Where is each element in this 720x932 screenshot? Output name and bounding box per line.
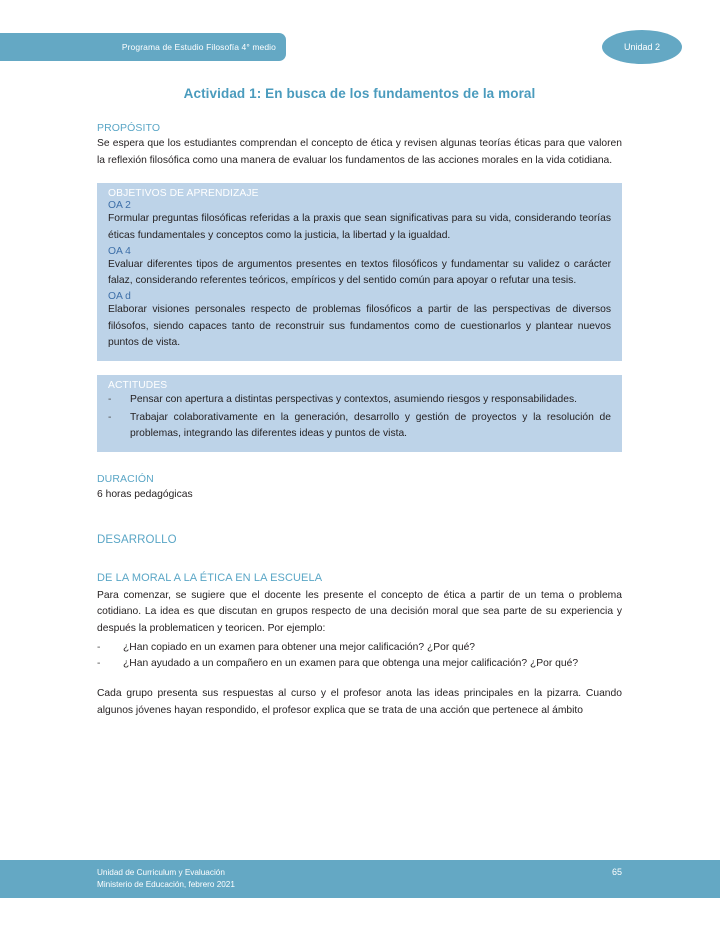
desarrollo-paragraph-2: Cada grupo presenta sus respuestas al curso y el profesor anota las ideas principales en la pizarra. Cuando algunos jóvenes hayan respondido, el profesor explica que se trata de una acción que pertenece al ámbito <box>97 688 622 716</box>
page-footer <box>0 860 720 898</box>
list-item <box>97 640 622 657</box>
dash-bullet-icon: - <box>97 658 101 670</box>
footer-org <box>97 867 235 892</box>
list-item <box>108 392 611 409</box>
actitudes-box-header: ACTITUDES <box>108 380 168 392</box>
page-number: 65 <box>611 867 622 877</box>
oa4-text: Evaluar diferentes tipos de argumentos presentes en textos filosóficos y fundamentar su validez o carácter falaz, considerando referentes teóricos, empíricos y del sentido común para apoyar o refutar una tesis. <box>108 258 611 287</box>
proposito-label: PROPÓSITO <box>97 122 161 134</box>
objetivos-box <box>97 183 622 361</box>
activity-title: Actividad 1: En busca de los fundamentos de la moral <box>183 86 536 101</box>
content-column <box>97 86 622 719</box>
footer-line-1: Unidad de Curriculum y Evaluación <box>97 868 225 877</box>
footer-content <box>97 867 622 892</box>
desarrollo-subtitle: DE LA MORAL A LA ÉTICA EN LA ESCUELA <box>97 571 323 584</box>
dash-bullet-icon: - <box>108 394 112 406</box>
oa2-text: Formular preguntas filosóficas referidas a la praxis que sean significativas para su vida, considerando teorías éticas fundamentales y conceptos como la justicia, la libertad y la igualdad. <box>108 213 611 242</box>
desarrollo-label: DESARROLLO <box>97 533 177 546</box>
oad-text: Elaborar visiones personales respecto de problemas filosóficos a partir de las perspectivas de diversos filósofos, siendo capaces tanto de reconstruir sus fundamentos como de cuestionarlos y plantear nuevos puntos de vista. <box>108 304 611 349</box>
list-item <box>97 656 622 673</box>
dash-bullet-icon: - <box>97 641 101 653</box>
duracion-text: 6 horas pedagógicas <box>97 489 193 501</box>
paragraph-spacer <box>97 673 622 686</box>
desarrollo-paragraph-1: Para comenzar, se sugiere que el docente les presente el concepto de ética a partir de un tema o problema cotidiano. La idea es que discutan en grupos respecto de una decisión moral que sea parte de su experiencia y después la problematicen y teoricen. Por ejemplo: <box>97 589 622 635</box>
dash-bullet-icon: - <box>108 411 112 423</box>
desarrollo-question: ¿Han copiado en un examen para obtener una mejor calificación? ¿Por qué? <box>123 641 476 653</box>
actitudes-box <box>97 375 622 452</box>
unit-badge <box>602 30 682 64</box>
oa4-tag: OA 4 <box>108 245 131 257</box>
page-body <box>0 70 720 719</box>
program-title-banner <box>0 33 286 61</box>
footer-line-2: Ministerio de Educación, febrero 2021 <box>97 880 235 890</box>
oad-tag: OA d <box>108 291 131 303</box>
actitud-text: Trabajar colaborativamente en la generación, desarrollo y gestión de proyectos y la resolución de problemas, integrando las diferentes ideas y puntos de vista. <box>130 411 611 440</box>
oa2-tag: OA 2 <box>108 200 131 212</box>
page-header <box>0 0 720 70</box>
objetivos-box-header: OBJETIVOS DE APRENDIZAJE <box>108 188 259 200</box>
program-title-label: Programa de Estudio Filosofía 4° medio <box>121 42 276 52</box>
actitud-text: Pensar con apertura a distintas perspectivas y contextos, asumiendo riesgos y responsabilidades. <box>130 394 578 406</box>
unit-badge-label: Unidad 2 <box>623 42 661 52</box>
list-item <box>108 410 611 443</box>
actitudes-list <box>108 392 611 443</box>
duracion-label: DURACIÓN <box>97 473 154 486</box>
proposito-text: Se espera que los estudiantes comprendan el concepto de ética y revisen algunas teorías éticas para que valoren la reflexión filosófica como una manera de evaluar los fundamentos de las acciones morales en la vida cotidiana. <box>97 138 622 166</box>
desarrollo-question: ¿Han ayudado a un compañero en un examen para que obtenga una mejor calificación? ¿Por qué? <box>123 658 579 670</box>
desarrollo-question-list <box>97 640 622 673</box>
